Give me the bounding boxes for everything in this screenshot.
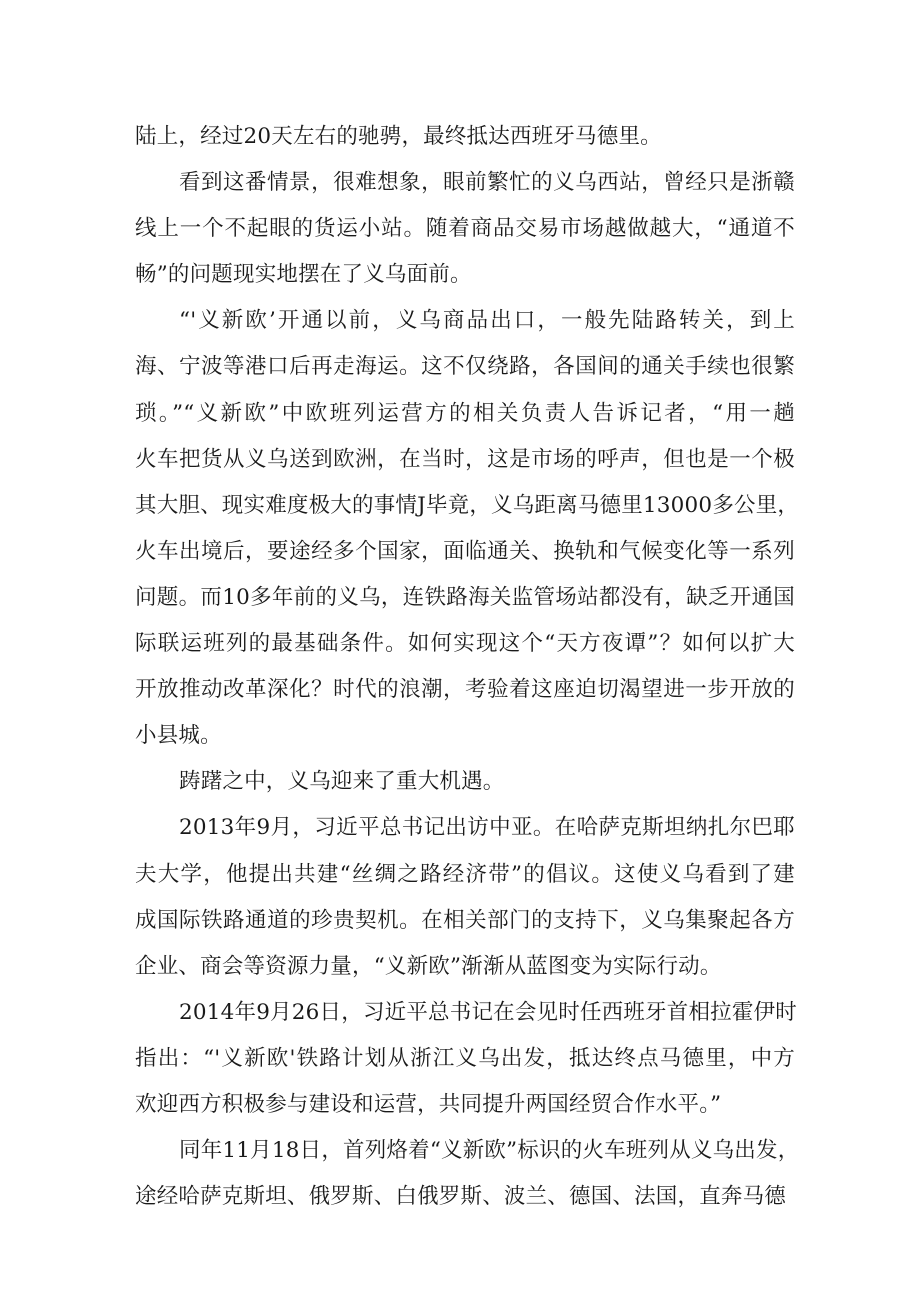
paragraph: [135, 160, 795, 298]
paragraph: [135, 990, 795, 1128]
paragraph-line: 际联运班列的最基础条件。如何实现这个“天方夜谭”？如何以扩大: [135, 631, 795, 657]
paragraph-line: 指出：“'义新欧'铁路计划从浙江义乌出发，抵达终点马德里，中方: [135, 1045, 795, 1071]
paragraph-line: 其大胆、现实难度极大的事情J毕竟，义乌距离马德里13000多公里，: [135, 492, 800, 518]
article-body: [135, 114, 800, 1220]
paragraph-line: 线上一个不起眼的货运小站。随着商品交易市场越做越大，“通道不: [135, 216, 795, 242]
paragraph-line: 企业、商会等资源力量，“义新欧”渐渐从蓝图变为实际行动。: [135, 953, 722, 979]
paragraph-line: 开放推动改革深化？时代的浪潮，考验着这座迫切渴望进一步开放的: [135, 677, 795, 703]
paragraph-line: 海、宁波等港口后再走海运。这不仅绕路，各国间的通关手续也很繁: [135, 354, 795, 380]
paragraph-line: 火车出境后，要途经多个国家，面临通关、换轨和气候变化等一系列: [135, 538, 795, 564]
paragraph-line: 看到这番情景，很难想象，眼前繁忙的义乌西站，曾经只是浙赣: [179, 170, 795, 196]
paragraph-line: 2014年9月26日，习近平总书记在会见时任西班牙首相拉霍伊时: [179, 999, 797, 1025]
paragraph-line: 问题。而10多年前的义乌，连铁路海关监管场站都没有，缺乏开通国: [135, 584, 795, 610]
paragraph-line: 火车把货从义乌送到欧洲，在当时，这是市场的呼声，但也是一个极: [135, 446, 795, 472]
paragraph: [135, 805, 795, 989]
paragraph-line: 同年11月18日，首列烙着“义新欧”标识的火车班列从义乌出发，: [179, 1138, 800, 1164]
paragraph: [135, 1128, 800, 1220]
paragraph: [135, 759, 795, 805]
paragraph-line: 途经哈萨克斯坦、俄罗斯、白俄罗斯、波兰、德国、法国，直奔马德: [135, 1184, 787, 1210]
paragraph-line: 小县城。: [135, 723, 222, 749]
paragraph-line: 畅”的问题现实地摆在了义乌面前。: [135, 262, 472, 288]
paragraph: [135, 114, 795, 160]
paragraph-line: 成国际铁路通道的珍贵契机。在相关部门的支持下，义乌集聚起各方: [135, 907, 795, 933]
paragraph-line: “'义新欧’开通以前，义乌商品出口，一般先陆路转关，到上: [179, 308, 795, 334]
paragraph-line: 夫大学，他提出共建“丝绸之路经济带”的倡议。这使义乌看到了建: [135, 861, 795, 887]
paragraph-line: 琐。”“义新欧”中欧班列运营方的相关负责人告诉记者，“用一趟: [135, 400, 795, 426]
paragraph-line: 陆上，经过20天左右的驰骋，最终抵达西班牙马德里。: [135, 124, 662, 149]
paragraph-line: 踌躇之中，义乌迎来了重大机遇。: [179, 769, 505, 795]
paragraph: [135, 298, 800, 759]
paragraph-line: 2013年9月，习近平总书记出访中亚。在哈萨克斯坦纳扎尔巴耶: [179, 815, 795, 841]
paragraph-line: 欢迎西方积极参与建设和运营，共同提升两国经贸合作水平。”: [135, 1091, 722, 1117]
